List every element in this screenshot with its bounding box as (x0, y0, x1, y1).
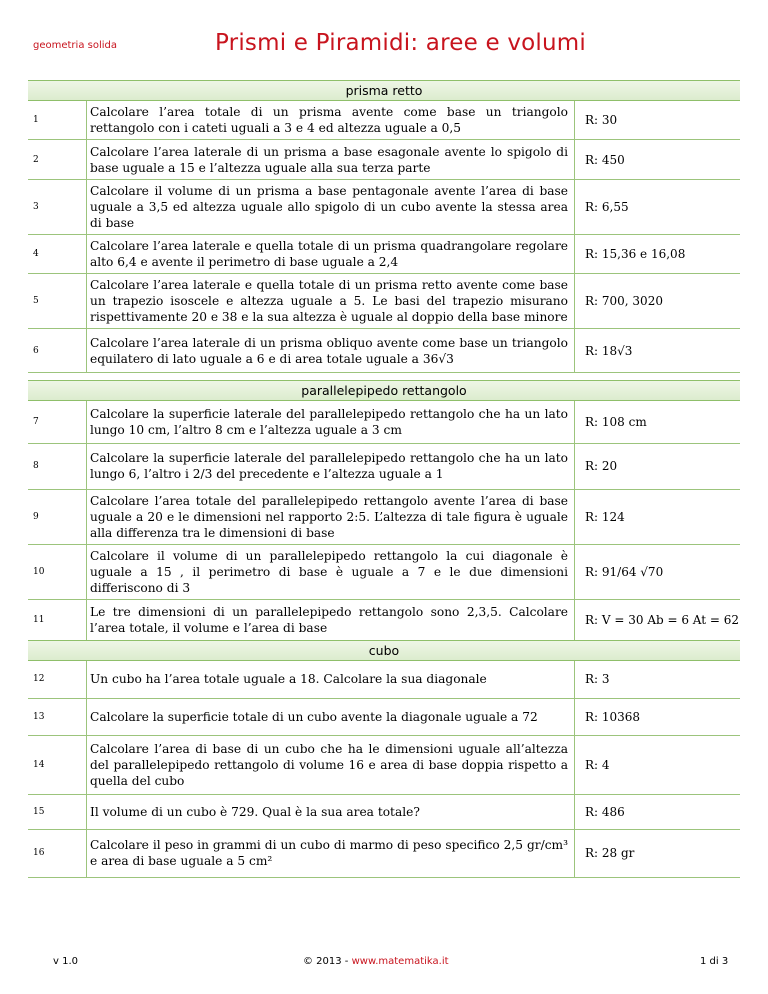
exercise-answer: R: 18√3 (575, 329, 741, 373)
table-row (28, 661, 740, 698)
table-row (28, 101, 740, 140)
exercise-text: Calcolare il volume di un prisma a base pentagonale avente l’area di base uguale a 3,5 ed altezza uguale allo spigolo di un cubo avente la stessa area di base (87, 180, 575, 235)
exercise-number: 7 (28, 401, 87, 443)
exercise-text: Calcolare l’area laterale di un prisma obliquo avente come base un triangolo equilatero di lato uguale a 6 e di area totale uguale a 36√3 (87, 329, 575, 373)
exercise-answer: R: 486 (575, 794, 741, 829)
exercise-number: 5 (28, 274, 87, 329)
exercise-table (28, 401, 740, 642)
section-title: parallelepipedo rettangolo (28, 380, 740, 401)
subject-label: geometria solida (33, 40, 117, 51)
footer-page-number: 1 di 3 (700, 956, 729, 967)
exercise-answer: R: 20 (575, 443, 741, 489)
table-row (28, 235, 740, 274)
footer-version: v 1.0 (53, 956, 78, 967)
exercise-answer: R: 10368 (575, 698, 741, 735)
exercise-answer: R: 30 (575, 101, 741, 140)
exercise-number: 11 (28, 599, 87, 641)
table-row (28, 274, 740, 329)
table-row (28, 401, 740, 443)
table-row (28, 698, 740, 735)
exercise-text: Calcolare l’area totale del parallelepipedo rettangolo avente l’area di base uguale a 20 e le dimensioni nel rapporto 2:5. L’altezza di tale figura è uguale alla differenza tra le dimensioni di base (87, 489, 575, 544)
exercise-number: 13 (28, 698, 87, 735)
exercise-number: 10 (28, 544, 87, 599)
copyright-text: © 2013 - (303, 956, 352, 967)
exercise-answer: R: 91/64 √70 (575, 544, 741, 599)
section-title: prisma retto (28, 80, 740, 101)
site-link[interactable]: www.matematika.it (351, 956, 449, 967)
exercise-number: 8 (28, 443, 87, 489)
exercise-text: Calcolare il peso in grammi di un cubo di marmo di peso specifico 2,5 gr/cm³ e area di base uguale a 5 cm² (87, 829, 575, 877)
exercise-number: 3 (28, 180, 87, 235)
table-row (28, 489, 740, 544)
exercise-number: 12 (28, 661, 87, 698)
exercise-number: 9 (28, 489, 87, 544)
exercise-text: Il volume di un cubo è 729. Qual è la sua area totale? (87, 794, 575, 829)
table-row (28, 180, 740, 235)
exercise-text: Calcolare l’area totale di un prisma avente come base un triangolo rettangolo con i cateti uguali a 3 e 4 ed altezza uguale a 0,5 (87, 101, 575, 140)
exercise-number: 2 (28, 140, 87, 180)
table-row (28, 329, 740, 373)
exercise-number: 1 (28, 101, 87, 140)
section-cubo (28, 640, 740, 878)
exercise-table (28, 661, 740, 878)
table-row (28, 544, 740, 599)
exercise-number: 6 (28, 329, 87, 373)
section-parallelepipedo (28, 380, 740, 642)
section-title: cubo (28, 640, 740, 661)
exercise-answer: R: 28 gr (575, 829, 741, 877)
table-row (28, 599, 740, 641)
exercise-answer: R: 124 (575, 489, 741, 544)
exercise-answer: R: 4 (575, 735, 741, 794)
exercise-answer: R: 700, 3020 (575, 274, 741, 329)
exercise-number: 15 (28, 794, 87, 829)
exercise-text: Calcolare la superficie laterale del parallelepipedo rettangolo che ha un lato lungo 10 cm, l’altro 8 cm e l’altezza uguale a 3 cm (87, 401, 575, 443)
exercise-answer: R: V = 30 Ab = 6 At = 62 (575, 599, 741, 641)
exercise-text: Un cubo ha l’area totale uguale a 18. Calcolare la sua diagonale (87, 661, 575, 698)
page-title: Prismi e Piramidi: aree e volumi (215, 30, 586, 56)
section-prisma-retto (28, 80, 740, 373)
exercise-number: 4 (28, 235, 87, 274)
table-row (28, 140, 740, 180)
exercise-text: Calcolare l’area laterale e quella totale di un prisma retto avente come base un trapezio isoscele e altezza uguale a 5. Le basi del trapezio misurano rispettivamente 20 e 38 e la sua altezza è uguale al doppio della base minore (87, 274, 575, 329)
exercise-text: Calcolare la superficie laterale del parallelepipedo rettangolo che ha un lato lungo 6, l’altro i 2/3 del precedente e l’altezza uguale a 1 (87, 443, 575, 489)
exercise-answer: R: 450 (575, 140, 741, 180)
exercise-answer: R: 6,55 (575, 180, 741, 235)
exercise-number: 16 (28, 829, 87, 877)
exercise-answer: R: 108 cm (575, 401, 741, 443)
exercise-text: Calcolare l’area laterale e quella totale di un prisma quadrangolare regolare alto 6,4 e avente il perimetro di base uguale a 2,4 (87, 235, 575, 274)
exercise-text: Calcolare l’area di base di un cubo che ha le dimensioni uguale all’altezza del parallelepipedo rettangolo di volume 16 e area di base doppia rispetto a quella del cubo (87, 735, 575, 794)
table-row (28, 794, 740, 829)
exercise-answer: R: 15,36 e 16,08 (575, 235, 741, 274)
exercise-text: Le tre dimensioni di un parallelepipedo rettangolo sono 2,3,5. Calcolare l’area totale, il volume e l’area di base (87, 599, 575, 641)
exercise-table (28, 101, 740, 373)
table-row (28, 735, 740, 794)
table-row (28, 443, 740, 489)
exercise-number: 14 (28, 735, 87, 794)
exercise-answer: R: 3 (575, 661, 741, 698)
exercise-text: Calcolare l’area laterale di un prisma a base esagonale avente lo spigolo di base uguale a 15 e l’altezza uguale alla sua terza parte (87, 140, 575, 180)
table-row (28, 829, 740, 877)
exercise-text: Calcolare la superficie totale di un cubo avente la diagonale uguale a 72 (87, 698, 575, 735)
exercise-text: Calcolare il volume di un parallelepipedo rettangolo la cui diagonale è uguale a 15 , il perimetro di base è uguale a 7 e le due dimensioni differiscono di 3 (87, 544, 575, 599)
footer-copyright (303, 956, 449, 967)
